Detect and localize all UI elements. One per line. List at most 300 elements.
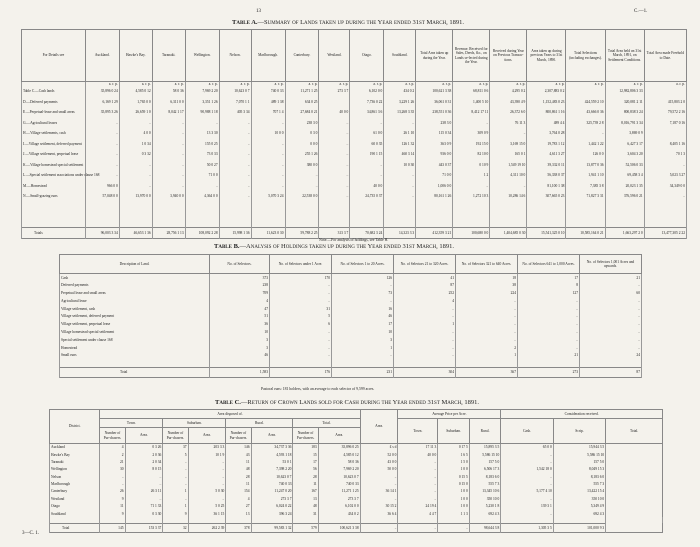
- table-b-cell: ..: [270, 328, 332, 336]
- table-c-row: [50, 466, 663, 473]
- table-b-row: [60, 281, 642, 289]
- table-a-row-label: J.—Village settlement, perpetual lease: [22, 149, 86, 160]
- table-a-cell: 0 0 0: [285, 139, 319, 150]
- table-a-cell: ..: [251, 181, 285, 192]
- table-b-cell: 10: [210, 328, 270, 336]
- table-a-cell: 43,390 4 9: [490, 97, 527, 108]
- table-c-cell: 2 0 36: [125, 451, 163, 458]
- table-a-cell: 43,666 0 36: [566, 107, 605, 118]
- table-c-cell: 0 17 5: [438, 444, 469, 451]
- table-b-cell: 3: [210, 336, 270, 344]
- table-a-cell: 50 0 27: [185, 160, 219, 171]
- table-a-cell: 2,307,883 0 2: [527, 86, 566, 97]
- table-b-row-label: Village settlement, perpetual lease: [60, 320, 210, 328]
- table-c-cell: ..: [188, 480, 226, 487]
- table-a-cell: ..: [152, 118, 185, 129]
- table-c-cell: 56: [293, 466, 318, 473]
- table-b-cell: 1: [332, 344, 394, 352]
- table-a-cell: 70 1 3: [644, 149, 686, 160]
- table-c-cell: 4,593 1 18: [251, 451, 293, 458]
- table-a-spacer-cell: [285, 202, 319, 228]
- table-a-row-label: H.—Village settlements, cash: [22, 128, 86, 139]
- table-a-cell: ..: [185, 181, 219, 192]
- table-b-cell: ..: [456, 305, 518, 313]
- table-c-cell: 26: [100, 488, 125, 495]
- table-a-cell: 39,332 0 11: [527, 160, 566, 171]
- table-a-cell: 69,458 3 4: [605, 170, 644, 181]
- table-c-rural-purchasers-header: Number of Pur-chasers.: [226, 428, 251, 444]
- table-b-spacer-cell: [394, 359, 456, 367]
- table-c-cell: 139 3 1: [501, 503, 553, 510]
- table-b-cell: 4: [394, 297, 456, 305]
- table-b-row: [60, 289, 642, 297]
- table-b-row: [60, 336, 642, 344]
- table-b-col-header: No. of Selectors under 1 Acre.: [270, 255, 332, 274]
- table-a-cell: 90,988 1 18: [185, 107, 219, 118]
- table-a-cell: 255 1 26: [285, 149, 319, 160]
- table-c-cell: 31: [293, 510, 318, 517]
- table-c-cell: 11: [293, 480, 318, 487]
- table-a-cell: ..: [350, 170, 384, 181]
- table-a-cell: ..: [152, 170, 185, 181]
- table-b-cell: 5: [270, 312, 332, 320]
- table-c-cell: 65 0 0: [501, 444, 553, 451]
- table-c-cell: 48: [226, 466, 251, 473]
- table-a-col-header: Area taken up during previous Years to 31st March, 1890.: [527, 30, 566, 82]
- table-a-units-cell: a. r. p.: [384, 82, 416, 87]
- table-c-cell: 17 11 3: [398, 444, 438, 451]
- table-a-cell: 5,023 3 27: [644, 170, 686, 181]
- table-c-cell: 0 15 5: [438, 473, 469, 480]
- table-b-total-cell: 304: [394, 367, 456, 377]
- table-a-cell: 0 10 9: [453, 160, 490, 171]
- table-a-units-cell: a. r. p.: [490, 82, 527, 87]
- table-a-cell: ..: [453, 181, 490, 192]
- table-b-cell: ..: [518, 344, 580, 352]
- table-b-row: [60, 305, 642, 313]
- table-c-total-cell: ..: [398, 523, 438, 532]
- table-a-total-cell: 1,663,297 2 0: [605, 228, 644, 239]
- table-a-total-cell: 412,359 3 21: [416, 228, 453, 239]
- table-a-cell: ..: [384, 191, 416, 202]
- table-a-cell: 26,372 6 0: [490, 107, 527, 118]
- table-c-cell: 154: [226, 488, 251, 495]
- table-a-cell: 13,877 0 36: [566, 160, 605, 171]
- table-a-cell: 36,061 0 31: [416, 97, 453, 108]
- table-a-cell: 634 0 25: [285, 97, 319, 108]
- table-a-col-header: Total Area made Freehold to Date.: [644, 30, 686, 82]
- table-b-cell: ..: [518, 297, 580, 305]
- table-c-cell: 1 0 0: [438, 488, 469, 495]
- table-a-cell: 320,081 2 11: [605, 97, 644, 108]
- table-a-cell: 7,969 2 20: [185, 86, 219, 97]
- table-b-cell: ..: [270, 297, 332, 305]
- table-b-cell: ..: [394, 328, 456, 336]
- table-c-cell: ..: [360, 480, 398, 487]
- table-b-total-row: [60, 367, 642, 377]
- table-c-cell: 740 0 33: [251, 480, 293, 487]
- table-a-col-header: Marlborough.: [251, 30, 285, 82]
- table-c-cell: 555 7 3: [553, 480, 605, 487]
- table-a-cell: 71,827 3 31: [566, 191, 605, 202]
- table-c-cell: 7,969 2 20: [318, 466, 360, 473]
- table-a-cell: 3,351 1 26: [185, 97, 219, 108]
- table-c-prefix: Table C.: [215, 399, 241, 406]
- table-c-town-purchasers-header: Number of Pur-chasers.: [100, 428, 125, 444]
- table-a-total-cell: 59,788 2 25: [285, 228, 319, 239]
- table-c-cell: ..: [360, 495, 398, 502]
- table-c-cell: 21: [100, 458, 125, 465]
- table-c-cell: 5,586 15 10: [553, 451, 605, 458]
- table-b-spacer-cell: [210, 359, 270, 367]
- table-c-town-area-header: Area.: [125, 428, 163, 444]
- table-c-total-header: Total.: [293, 419, 360, 428]
- table-a-cell: 434 0 2: [384, 86, 416, 97]
- table-a-cell: ..: [219, 191, 251, 202]
- table-a-cell: 6,102 0 0: [350, 86, 384, 97]
- table-a-spacer-cell: [152, 202, 185, 228]
- table-a-cell: ..: [319, 128, 350, 139]
- table-c-avg-suburban-header: Suburban.: [438, 419, 469, 444]
- table-a-cell: 740 0 33: [251, 86, 285, 97]
- table-a-units-cell: a. r. p.: [285, 82, 319, 87]
- table-c-cell: 396 3 24: [251, 510, 293, 517]
- table-b-cell: 47: [210, 305, 270, 313]
- table-a-cell: 71 0 0: [185, 170, 219, 181]
- table-a-spacer-cell: [490, 202, 527, 228]
- table-b-spacer-cell: [60, 359, 210, 367]
- table-c-title: [215, 399, 479, 406]
- table-a-cell: 8,042 1 17: [152, 107, 185, 118]
- table-c-header-row-2: [50, 419, 663, 428]
- table-b-cell: ..: [270, 351, 332, 359]
- table-b-cell: 21: [580, 274, 642, 282]
- table-c-district-label: Marlborough: [50, 480, 100, 487]
- table-a-total-cell: 11,623 0 30: [251, 228, 285, 239]
- table-a-units-cell: a. r. p.: [119, 82, 152, 87]
- table-a-cell: 10,623 0 7: [219, 86, 251, 97]
- table-c-cell: 6,102 0 0: [318, 503, 360, 510]
- table-c-total-cell: ..: [360, 523, 398, 532]
- table-c-total-cell: 378: [226, 523, 251, 532]
- table-c-district-label: Canterbury: [50, 488, 100, 495]
- table-c-row: [50, 503, 663, 510]
- table-b-row-label: Small runs: [60, 351, 210, 359]
- table-c-cell: 7,398 2 20: [251, 466, 293, 473]
- table-b-cell: 2: [456, 344, 518, 352]
- table-b-cell: ..: [394, 312, 456, 320]
- table-c-total-cell: 101,000 9 3: [553, 523, 605, 532]
- table-c: [49, 409, 663, 533]
- table-a-spacer-cell: [644, 202, 686, 228]
- table-a-row-label: L.—Special settlement associations under clause 168: [22, 170, 86, 181]
- table-a-spacer-cell: [384, 202, 416, 228]
- table-c-cell: 203 3 3: [188, 444, 226, 451]
- table-a-spacer-cell: [453, 202, 490, 228]
- table-c-suburban-header: Suburban.: [163, 419, 226, 428]
- table-b-cell: ..: [270, 336, 332, 344]
- table-c-cell: ..: [398, 466, 438, 473]
- table-a-cell: 489 1 38: [251, 97, 285, 108]
- table-c-cell: ..: [501, 480, 553, 487]
- table-a-cell: ..: [319, 149, 350, 160]
- table-a-units-cell: a. r. p.: [605, 82, 644, 87]
- table-c-avg-town-header: Town.: [398, 419, 438, 444]
- table-a-cell: ..: [319, 160, 350, 171]
- table-b-cell: ..: [270, 281, 332, 289]
- table-c-cell: 28: [226, 473, 251, 480]
- table-a-cell: ..: [85, 128, 119, 139]
- table-a-col-header: Total Area taken up during the Year.: [416, 30, 453, 82]
- table-a-cell: 26,659 1 0: [119, 107, 152, 118]
- table-a-cell: ..: [566, 128, 605, 139]
- table-a-units-cell: a. r. p.: [251, 82, 285, 87]
- table-c-cell: 1 0 0: [438, 503, 469, 510]
- table-c-cell: 13,422 15 4: [553, 488, 605, 495]
- table-a-cell: 7,070 1 1: [219, 97, 251, 108]
- table-b-title: [214, 243, 454, 250]
- table-b-cell: 46: [332, 312, 394, 320]
- table-a-cell: ..: [219, 139, 251, 150]
- table-c-cell: 11,247 0 20: [251, 488, 293, 495]
- table-b-cell: ..: [270, 289, 332, 297]
- table-c-district-label: Nelson: [50, 473, 100, 480]
- table-a-spacer-cell: [119, 202, 152, 228]
- table-a-cell: 273 3 7: [319, 86, 350, 97]
- table-b-total-cell: 176: [270, 367, 332, 377]
- table-b-cell: 60: [580, 289, 642, 297]
- table-a-cell: 460 3 14: [384, 149, 416, 160]
- table-b-cell: 1: [394, 320, 456, 328]
- table-c-cell: 9: [100, 495, 125, 502]
- table-a-row: [22, 170, 687, 181]
- table-c-cell: 43: [226, 451, 251, 458]
- table-a-cell: 57,048 0 0: [85, 191, 119, 202]
- table-b-cell: ..: [456, 297, 518, 305]
- table-c-consideration-header: Consideration received.: [501, 410, 663, 419]
- table-c-cell: 50 0 0: [360, 466, 398, 473]
- table-b-cell: 1: [456, 351, 518, 359]
- table-b-note: Pastoral runs: 181 holders, with an average to each selector of 9,599 acres.: [261, 387, 375, 391]
- table-a-cell: ..: [219, 118, 251, 129]
- table-b-total-cell: 87: [580, 367, 642, 377]
- table-b-total-label: Total: [60, 367, 210, 377]
- table-b-cell: 373: [210, 274, 270, 282]
- table-c-cell: ..: [398, 480, 438, 487]
- table-c-scrip-header: Scrip.: [553, 419, 605, 444]
- table-c-row: [50, 495, 663, 502]
- table-c-row: [50, 444, 663, 451]
- table-a-cell: 35,895 3 26: [85, 107, 119, 118]
- table-c-cell: 36 1 15: [188, 510, 226, 517]
- table-c-rural-area-header: Area.: [251, 428, 293, 444]
- footer-reference: 3—C. 1.: [22, 531, 40, 536]
- table-c-cell: 1: [163, 503, 188, 510]
- table-c-avg-rural-header: Rural.: [469, 419, 500, 444]
- table-a-cell: 1,152,483 0 23: [527, 97, 566, 108]
- table-c-cell: 6,506 17 3: [469, 466, 500, 473]
- table-a-cell: 3,869 0 9: [605, 128, 644, 139]
- table-a-spacer-cell: [251, 202, 285, 228]
- table-a-cell: 20,023 1 35: [605, 181, 644, 192]
- table-a-cell: 10 0 0: [251, 128, 285, 139]
- table-b-cell: 18: [456, 274, 518, 282]
- table-b-cell: ..: [394, 336, 456, 344]
- table-b-cell: ..: [332, 351, 394, 359]
- table-b-row-label: Agricultural lease: [60, 297, 210, 305]
- table-a-cell: 126 1 32: [384, 139, 416, 150]
- table-a-total-cell: 13,477,305 2 22: [644, 228, 686, 239]
- table-b-cell: 126: [332, 274, 394, 282]
- table-b-row: [60, 328, 642, 336]
- table-a-col-header: Total Area held on 31st March, 1891, on Settlement Conditions.: [605, 30, 644, 82]
- table-a-cell: [319, 97, 350, 108]
- table-a-cell: 4,295 0 2: [490, 86, 527, 97]
- table-a-cell: ..: [85, 170, 119, 181]
- table-c-row: [50, 451, 663, 458]
- table-b-row: [60, 344, 642, 352]
- table-c-cell: 5,349 4 9: [553, 503, 605, 510]
- table-a-cell: 0 3 32: [119, 149, 152, 160]
- table-a-cell: 1,442 1 22: [566, 139, 605, 150]
- table-c-cell: ..: [163, 473, 188, 480]
- table-c-cell: 1 6 5: [438, 451, 469, 458]
- table-a-spacer-cell: [350, 202, 384, 228]
- table-a-units-cell: a. r. p.: [527, 82, 566, 87]
- table-a-cell: 4,364 0 0: [185, 191, 219, 202]
- table-a-cell: 73 0 33: [185, 149, 219, 160]
- table-c-district-label: Southland: [50, 510, 100, 517]
- table-c-cell: 13: [293, 495, 318, 502]
- table-b-cell: 21: [518, 351, 580, 359]
- table-b-row: [60, 274, 642, 282]
- table-a-cell: ..: [350, 160, 384, 171]
- table-c-total-cell: 1,305 3 5: [501, 523, 553, 532]
- table-c-total-cell: 99,583 1 32: [251, 523, 293, 532]
- table-a-spacer-cell: [605, 202, 644, 228]
- table-a-total-cell: 70,682 3 24: [350, 228, 384, 239]
- table-c-suburban-area-header: Area.: [188, 428, 226, 444]
- table-a-cell: 3,940 0 0: [152, 191, 185, 202]
- table-a-col-header: Nelson.: [219, 30, 251, 82]
- table-c-cell: 13,345 10 6: [469, 488, 500, 495]
- table-c-cell: ..: [163, 466, 188, 473]
- table-a-col-header: Revenue. Received for Sales, Deeds, &c., on Lands se-lected during the Year.: [453, 30, 490, 82]
- table-c-cell: 71 1 33: [125, 503, 163, 510]
- table-a-cell: 10,286 14 6: [490, 191, 527, 202]
- table-c-total-label: Total: [50, 523, 100, 532]
- table-a-cell: 79,572 2 16: [644, 107, 686, 118]
- table-b-cell: ..: [580, 297, 642, 305]
- table-a-cell: 13,268 3 35: [384, 107, 416, 118]
- table-a-cell: ..: [185, 118, 219, 129]
- table-c-cell: 5,177 4 10: [501, 488, 553, 495]
- table-a-total-cell: 28,756 1 13: [152, 228, 185, 239]
- table-b-cell: 41: [394, 274, 456, 282]
- table-a-cell: 1,400 5 10: [453, 97, 490, 108]
- table-b-row: [60, 297, 642, 305]
- table-b-cell: 709: [210, 289, 270, 297]
- table-c-cell: 146: [226, 444, 251, 451]
- table-b-row-label: Village settlement, deferred payment: [60, 312, 210, 320]
- table-a-cell: ..: [119, 181, 152, 192]
- table-b-cell: 38: [456, 281, 518, 289]
- table-c-cell: 2 0 34: [125, 458, 163, 465]
- table-c-district-label: Wellington: [50, 466, 100, 473]
- table-a-cell: 82 10 0: [453, 149, 490, 160]
- table-c-cell: ..: [501, 473, 553, 480]
- table-c-total-area-sub-header: Area.: [318, 428, 360, 444]
- table-c-area-disposed-header: Area disposed of.: [100, 410, 360, 419]
- table-b-col-header: No. of Selectors.: [210, 255, 270, 274]
- table-b-row: [60, 312, 642, 320]
- table-c-total-cell: 98,644 3 8: [469, 523, 500, 532]
- table-a-total-cell: 1,404,685 0 30: [490, 228, 527, 239]
- table-a-cell: ..: [251, 149, 285, 160]
- table-b-cell: 17: [332, 320, 394, 328]
- table-a-cell: ..: [251, 139, 285, 150]
- table-c-cash-header: Cash.: [501, 419, 553, 444]
- table-a-cell: 11,271 1 25: [285, 86, 319, 97]
- table-a-cell: ..: [219, 128, 251, 139]
- table-c-cell: ..: [501, 451, 553, 458]
- table-c-cell: 740 0 33: [318, 480, 360, 487]
- table-c-cell: 157 5 0: [553, 458, 605, 465]
- table-a-cell: ..: [251, 170, 285, 181]
- table-b-cell: 8: [518, 281, 580, 289]
- table-b-row-label: Village settlement, cash: [60, 305, 210, 313]
- table-b-cell: 10: [332, 328, 394, 336]
- table-a-units-cell: a. r. p.: [350, 82, 384, 87]
- table-c-cell: 1 0 0: [438, 495, 469, 502]
- table-b-cell: 224: [456, 289, 518, 297]
- table-a: [21, 29, 687, 239]
- table-a-note: Note.—For analysis of holdings, see Table H.: [319, 238, 389, 242]
- table-a-cell: [644, 128, 686, 139]
- table-a-cell: 8,016,791 3 34: [605, 118, 644, 129]
- table-a-cell: 26 1 10: [384, 128, 416, 139]
- table-b-cell: ..: [580, 336, 642, 344]
- table-a-title-text: —Summary of Lands taken up during the Year ended 31st March, 1891.: [257, 19, 465, 26]
- table-a-cell: 707 1 4: [251, 107, 285, 118]
- table-b-row-label: Deferred payments: [60, 281, 210, 289]
- table-b-cell: ..: [394, 351, 456, 359]
- table-c-cell: 15,944 3 5: [553, 444, 605, 451]
- table-a-cell: 1,941 1 10: [566, 170, 605, 181]
- table-a-units-cell: a. r. p.: [185, 82, 219, 87]
- table-a-row: [22, 160, 687, 171]
- table-a-cell: ..: [350, 118, 384, 129]
- table-c-cell: ..: [501, 458, 553, 465]
- table-c-cell: 167: [293, 488, 318, 495]
- table-b-cell: 3: [210, 344, 270, 352]
- table-c-rural-header: Rural.: [226, 419, 293, 428]
- table-c-cell: £ s d: [360, 444, 398, 451]
- table-a-cell: 6,427 3 17: [605, 139, 644, 150]
- table-c-average-price-header: Average Price per Acre.: [398, 410, 501, 419]
- table-b-cell: ..: [518, 320, 580, 328]
- table-c-cell: 350 10 0: [553, 495, 605, 502]
- table-a-cell: ..: [490, 181, 527, 192]
- table-c-row: [50, 473, 663, 480]
- table-c-cell: 11,271 1 25: [318, 488, 360, 495]
- table-a-cell: ..: [384, 181, 416, 192]
- table-a-cell: 40 0 0: [350, 181, 384, 192]
- table-a-cell: ..: [119, 170, 152, 181]
- table-b-cell: 31: [270, 305, 332, 313]
- table-a-cell: 238 3 0: [285, 118, 319, 129]
- table-b-cell: ..: [456, 320, 518, 328]
